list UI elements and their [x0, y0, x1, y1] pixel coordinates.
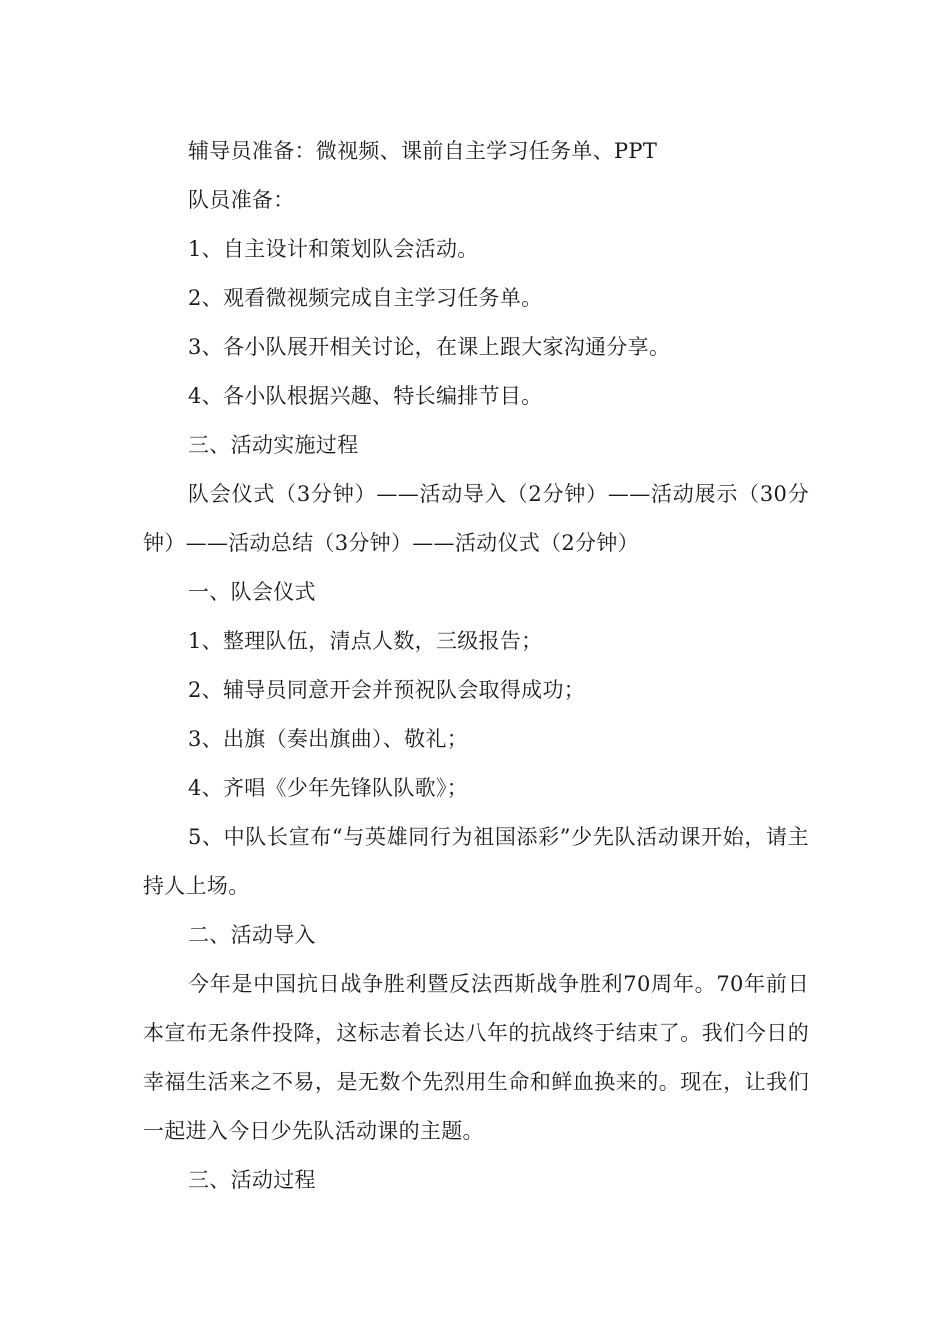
prep-item-1: 1、自主设计和策划队会活动。	[188, 237, 479, 261]
timeline-paragraph: 队会仪式（3分钟）——活动导入（2分钟）——活动展示（30分钟）——活动总结（3分钟）——活动仪式（2分钟）	[143, 482, 809, 555]
subsection-heading-ceremony: 一、队会仪式	[188, 580, 316, 604]
prep-item-3: 3、各小队展开相关讨论，在课上跟大家沟通分享。	[188, 335, 671, 359]
subsection-heading-intro: 二、活动导入	[188, 923, 316, 947]
prep-item-2: 2、观看微视频完成自主学习任务单。	[188, 286, 543, 310]
prep-counselor: 辅导员准备：微视频、课前自主学习任务单、PPT	[188, 139, 658, 163]
ceremony-item-1: 1、整理队伍，清点人数，三级报告；	[188, 629, 543, 653]
intro-paragraph: 今年是中国抗日战争胜利暨反法西斯战争胜利70周年。70年前日本宣布无条件投降，这标志着长达八年的抗战终于结束了。我们今日的幸福生活来之不易，是无数个先烈用生命和鲜血换来的。现在，让我们一起进入今日少先队活动课的主题。	[143, 972, 809, 1143]
ceremony-item-3: 3、出旗（奏出旗曲）、敬礼；	[188, 727, 469, 751]
section-heading-process: 三、活动实施过程	[188, 433, 359, 457]
prep-members-heading: 队员准备：	[188, 188, 295, 212]
ceremony-item-2: 2、辅导员同意开会并预祝队会取得成功；	[188, 678, 586, 702]
ceremony-item-4: 4、齐唱《少年先锋队队歌》；	[188, 776, 469, 800]
subsection-heading-activity: 三、活动过程	[188, 1168, 316, 1192]
prep-item-4: 4、各小队根据兴趣、特长编排节目。	[188, 384, 543, 408]
document-body	[143, 127, 809, 1205]
ceremony-item-5: 5、中队长宣布“与英雄同行为祖国添彩”少先队活动课开始，请主持人上场。	[143, 825, 809, 898]
